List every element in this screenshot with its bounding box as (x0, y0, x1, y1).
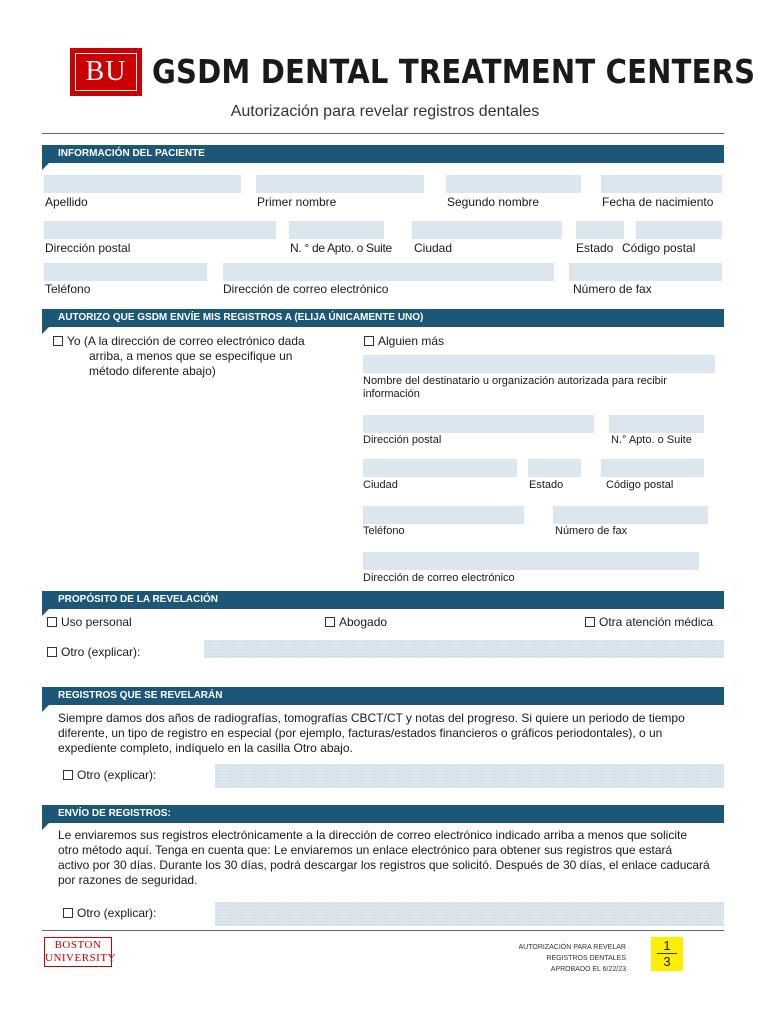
boston-university-logo (44, 937, 116, 967)
org-title: GSDM DENTAL TREATMENT CENTERS (152, 52, 756, 91)
zip-field[interactable] (636, 221, 722, 239)
recipient-phone-label: Teléfono (363, 525, 405, 537)
purpose-other-label: Otro (explicar): (61, 645, 141, 659)
middle-name-label: Segundo nombre (447, 195, 540, 209)
self-option-label: Yo (A la dirección de correo electrónico dada (67, 334, 305, 348)
recipient-city-field[interactable] (363, 459, 517, 477)
other-recipient-option[interactable] (364, 334, 444, 348)
purpose-other-care-label: Otra atención médica (599, 615, 714, 629)
page-number-badge (651, 937, 683, 971)
delivery-other-label: Otro (explicar): (77, 906, 157, 920)
delivery-other-field[interactable] (215, 902, 724, 926)
phone-field[interactable] (44, 263, 207, 281)
bu-logo-text: BU (85, 56, 127, 87)
footer-text-line1: AUTORIZACIÓN PARA REVELAR (518, 944, 626, 951)
recipient-state-field[interactable] (528, 459, 581, 477)
fax-label: Número de fax (573, 282, 652, 296)
other-recipient-label: Alguien más (378, 334, 445, 348)
recipient-fax-field[interactable] (553, 506, 708, 524)
records-line-3: expediente completo, indíquelo en la casilla Otro abajo. (58, 741, 353, 755)
dob-label: Fecha de nacimiento (602, 195, 714, 209)
self-checkbox[interactable] (53, 336, 63, 346)
other-recipient-checkbox[interactable] (364, 336, 374, 346)
footer-text-line3: APROBADO EL 6/22/23 (550, 966, 626, 973)
purpose-lawyer-option[interactable] (325, 615, 387, 629)
phone-label: Teléfono (45, 282, 91, 296)
purpose-personal-checkbox[interactable] (47, 617, 57, 627)
email-field[interactable] (223, 263, 554, 281)
middle-name-field[interactable] (446, 175, 581, 193)
apt-field[interactable] (289, 221, 384, 239)
zip-label: Código postal (622, 241, 696, 255)
delivery-other-checkbox[interactable] (63, 908, 73, 918)
city-field[interactable] (412, 221, 562, 239)
recipient-name-label-line2: información (363, 388, 420, 400)
purpose-other-checkbox[interactable] (47, 647, 57, 657)
apt-label: N. ° de Apto. o Suite (290, 241, 392, 255)
boston-university-logo-line2: UNIVERSITY (45, 952, 116, 964)
city-label: Ciudad (414, 241, 453, 255)
records-line-2: diferente, un tipo de registro en especial (por ejemplo, facturas/estados financieros o gráficos periodontales), o un (58, 726, 663, 740)
purpose-personal-label: Uso personal (61, 615, 132, 629)
state-field[interactable] (576, 221, 624, 239)
records-line-1: Siempre damos dos años de radiografías, tomografías CBCT/CT y notas del progreso. Si quiere un periodo de tiempo (58, 711, 685, 725)
recipient-city-label: Ciudad (363, 479, 398, 491)
page-total: 3 (663, 954, 671, 969)
fax-field[interactable] (569, 263, 722, 281)
purpose-other-care-checkbox[interactable] (585, 617, 595, 627)
self-option-line2: arriba, a menos que se especifique un (89, 349, 293, 363)
footer-divider (42, 930, 724, 931)
recipient-name-label: Nombre del destinatario u organización autorizada para recibir (363, 375, 667, 387)
purpose-other-field[interactable] (204, 640, 724, 658)
first-name-field[interactable] (256, 175, 424, 193)
address-label: Dirección postal (45, 241, 131, 255)
delivery-line-1: Le enviaremos sus registros electrónicamente a la dirección de correo electrónico indicado arriba a menos que solicite (58, 828, 687, 842)
authorize-band: AUTORIZO QUE GSDM ENVÍE MIS REGISTROS A (ELIJA ÚNICAMENTE UNO) (42, 309, 724, 327)
last-name-label: Apellido (45, 195, 88, 209)
delivery-description (58, 828, 724, 888)
records-other-label: Otro (explicar): (77, 768, 157, 782)
records-other-option[interactable] (63, 768, 156, 782)
records-band: REGISTROS QUE SE REVELARÁN (42, 687, 724, 705)
page-title: Autorización para revelar registros dentales (230, 103, 540, 120)
bu-logo (70, 48, 142, 96)
delivery-line-2: otro método aquí. Tenga en cuenta que: Le enviaremos un enlace electrónico para obtener sus registros que estará (58, 843, 673, 857)
boston-university-logo-line1: BOSTON (54, 939, 102, 951)
recipient-apt-label: N.° Apto. o Suite (611, 434, 692, 446)
recipient-phone-field[interactable] (363, 506, 524, 524)
purpose-other-option[interactable] (47, 645, 140, 659)
page-current: 1 (657, 938, 677, 954)
recipient-zip-field[interactable] (601, 459, 704, 477)
recipient-fax-label: Número de fax (555, 525, 628, 537)
footer-approval-text (440, 942, 626, 975)
title-divider (42, 133, 724, 134)
recipient-email-field[interactable] (363, 552, 699, 570)
records-other-field[interactable] (215, 764, 724, 788)
self-option[interactable] (53, 334, 305, 348)
recipient-address-label: Dirección postal (363, 434, 442, 446)
purpose-band: PROPÓSITO DE LA REVELACIÓN (42, 591, 724, 609)
state-label: Estado (576, 241, 614, 255)
purpose-lawyer-label: Abogado (339, 615, 388, 629)
purpose-lawyer-checkbox[interactable] (325, 617, 335, 627)
last-name-field[interactable] (44, 175, 241, 193)
recipient-state-label: Estado (529, 479, 564, 491)
purpose-other-care-option[interactable] (585, 615, 713, 629)
recipient-zip-label: Código postal (606, 479, 674, 491)
records-description (58, 711, 724, 756)
purpose-personal-option[interactable] (47, 615, 132, 629)
delivery-line-4: por razones de seguridad. (58, 873, 198, 887)
self-option-line3: método diferente abajo) (89, 364, 216, 378)
recipient-name-field[interactable] (363, 355, 715, 373)
email-label: Dirección de correo electrónico (223, 282, 389, 296)
dob-field[interactable] (601, 175, 722, 193)
recipient-apt-field[interactable] (609, 415, 704, 433)
recipient-email-label: Dirección de correo electrónico (363, 572, 515, 584)
patient-info-band: INFORMACIÓN DEL PACIENTE (42, 145, 724, 163)
delivery-band: ENVÍO DE REGISTROS: (42, 805, 724, 823)
recipient-address-field[interactable] (363, 415, 594, 433)
delivery-other-option[interactable] (63, 906, 156, 920)
delivery-line-3: activo por 30 días. Durante los 30 días, podrá descargar los registros que solicitó. Después de 30 días, el enlace caducará (58, 858, 710, 872)
footer-text-line2: REGISTROS DENTALES (546, 955, 626, 962)
first-name-label: Primer nombre (257, 195, 337, 209)
records-other-checkbox[interactable] (63, 770, 73, 780)
address-field[interactable] (44, 221, 276, 239)
